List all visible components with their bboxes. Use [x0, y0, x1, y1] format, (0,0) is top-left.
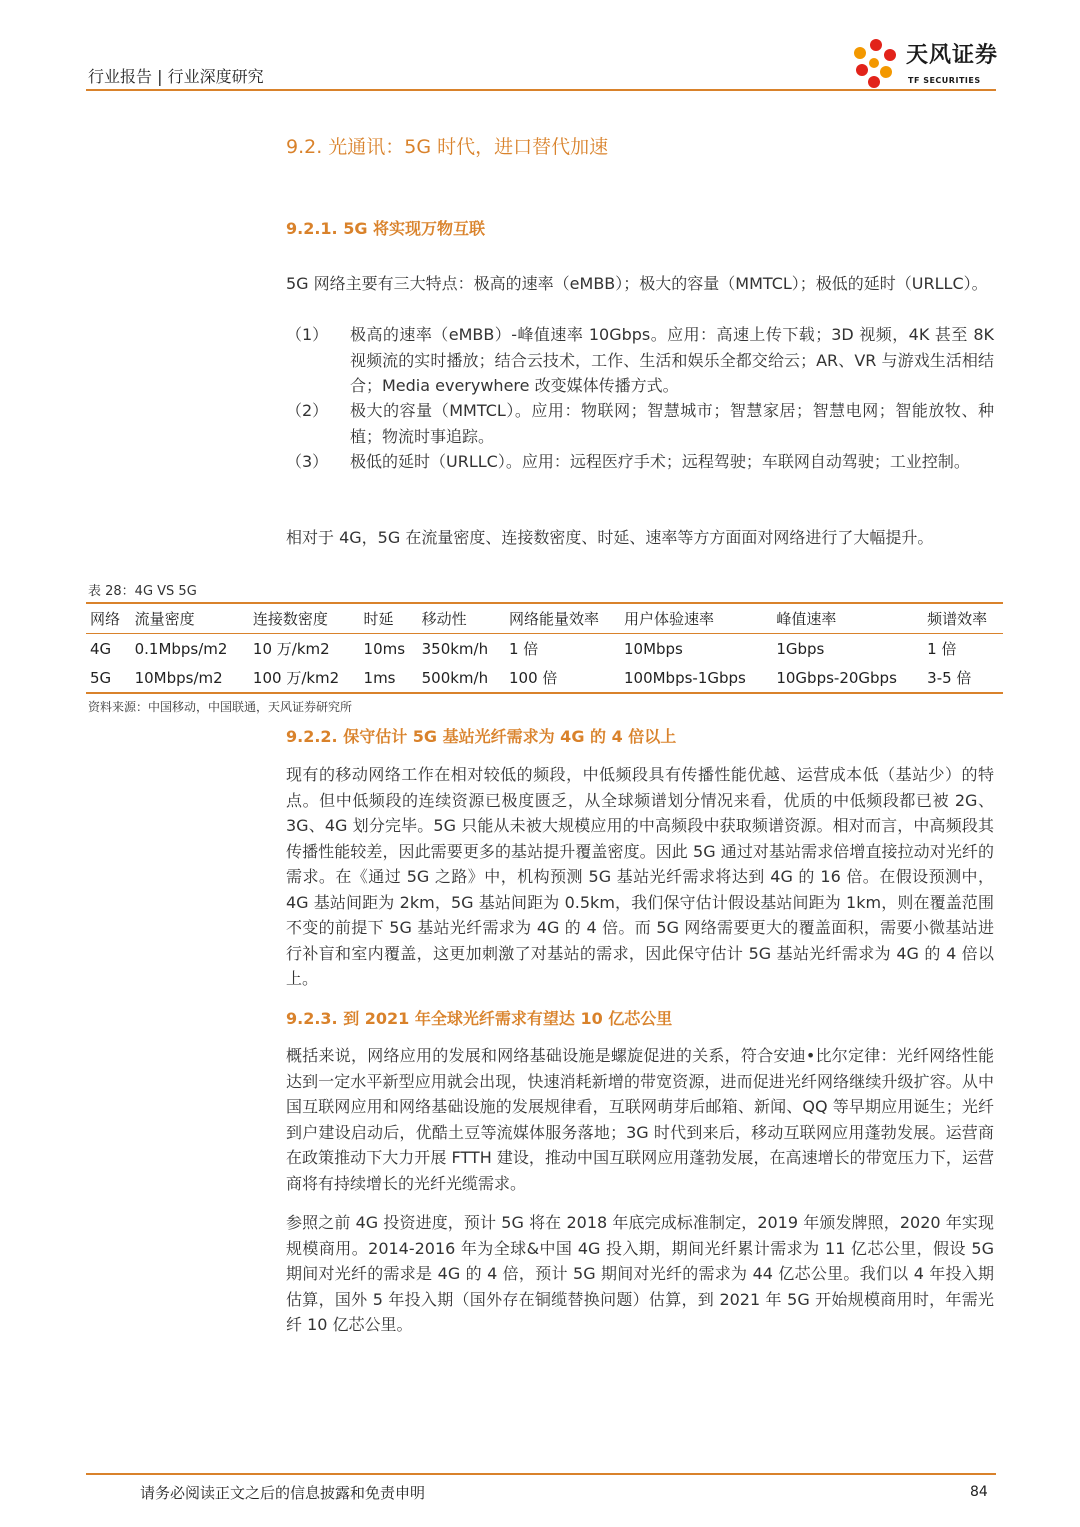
table-cell: 1 倍: [509, 640, 539, 658]
flower-logo-icon: [848, 36, 902, 92]
list-item-number: （2）: [286, 401, 329, 420]
subsection-title-922: 9.2.2. 保守估计 5G 基站光纤需求为 4G 的 4 倍以上: [286, 727, 677, 746]
body-paragraph: 参照之前 4G 投资进度，预计 5G 将在 2018 年底完成标准制定，2019 年颁发牌照，2020 年实现规模商用。2014-2016 年为全球&中国 4G 投入期，期间光纤累计需求为 11 亿芯公里，假设 5G 期间对光纤的需求是 4G 的 4 倍，预计 5G 期间对光纤的需求为 44 亿芯公里。我们以 4 年投入期估算，国外 5 年投入期（国外存在铜缆替换问题）估算，到 2021 年 5G 开始规模商用时，年需光纤 10 亿芯公里。: [286, 1213, 994, 1334]
list-item-text: 极大的容量（MMTCL）。应用：物联网；智慧城市；智慧家居；智慧电网；智能放牧、种植；物流时事追踪。: [350, 401, 994, 446]
table-header-row: [86, 603, 1003, 634]
logo-text-cn: 天风证券: [906, 43, 999, 68]
list-item: [286, 449, 996, 499]
table-cell: 5G: [90, 668, 112, 687]
table-cell: 1Gbps: [776, 639, 825, 658]
table-cell: 0.1Mbps/m2: [134, 639, 228, 658]
table-header-cell: 连接数密度: [252, 610, 328, 628]
table-cell: 100 万/km2: [252, 669, 340, 687]
report-category: 行业报告 | 行业深度研究: [88, 67, 264, 86]
comparison-table: [86, 602, 1003, 694]
table-cell: 100 倍: [509, 669, 558, 687]
table-source: 资料来源：中国移动，中国联通，天风证券研究所: [88, 700, 353, 714]
table-header-cell: 网络: [90, 610, 121, 628]
table-header-cell: 移动性: [421, 610, 467, 628]
table-cell: 500km/h: [421, 668, 489, 687]
intro-paragraph: 5G 网络主要有三大特点：极高的速率（eMBB）；极大的容量（MMTCL）；极低的延时（URLLC）。: [286, 274, 988, 293]
table-caption: 表 28：4G VS 5G: [88, 584, 197, 599]
table-cell: 10 万/km2: [252, 640, 330, 658]
list-item-number: （3）: [286, 452, 329, 471]
table-header-cell: 网络能量效率: [509, 610, 600, 628]
company-logo: [848, 36, 998, 92]
table-header-cell: 用户体验速率: [623, 610, 714, 628]
header-divider: [86, 89, 996, 91]
list-item-text: 极低的延时（URLLC）。应用：远程医疗手术；远程驾驶；车联网自动驾驶；工业控制。: [350, 452, 970, 471]
table-row: [86, 634, 1003, 664]
subsection-title-921: 9.2.1. 5G 将实现万物互联: [286, 219, 486, 238]
table-header-cell: 流量密度: [134, 610, 195, 628]
list-item-number: （1）: [286, 325, 329, 344]
body-paragraph: 概括来说，网络应用的发展和网络基础设施是螺旋促进的关系，符合安迪•比尔定律：光纤网络性能达到一定水平新型应用就会出现，快速消耗新增的带宽资源，进而促进光纤网络继续升级扩容。从中国互联网应用和网络基础设施的发展规律看，互联网萌芽后邮箱、新闻、QQ 等早期应用诞生；光纤到户建设启动后，优酷土豆等流媒体服务落地；3G 时代到来后，移动互联网应用蓬勃发展。运营商在政策推动下大力开展 FTTH 建设，推动中国互联网应用蓬勃发展，在高速增长的带宽压力下，运营商将有持续增长的光纤光缆需求。: [286, 1046, 994, 1193]
list-item: [286, 398, 996, 448]
table-cell: 4G: [90, 639, 112, 658]
section-title: 9.2. 光通讯：5G 时代，进口替代加速: [286, 136, 609, 158]
table-header-cell: 时延: [363, 610, 394, 628]
table-cell: 100Mbps-1Gbps: [623, 668, 746, 687]
table-cell: 1 倍: [927, 640, 957, 658]
list-item-text: 极高的速率（eMBB）-峰值速率 10Gbps。应用：高速上传下载；3D 视频，4K 甚至 8K 视频流的实时播放；结合云技术，工作、生活和娱乐全都交给云；AR、VR 与游戏生活相结合；Media everywhere 改变媒体传播方式。: [350, 325, 994, 395]
table-cell: 350km/h: [421, 639, 489, 658]
table-header-cell: 频谱效率: [927, 610, 988, 628]
table-cell: 10ms: [363, 639, 406, 658]
footer-disclaimer: 请务必阅读正文之后的信息披露和免责申明: [140, 1484, 426, 1502]
page-number: 84: [970, 1484, 988, 1500]
table-cell: 10Mbps: [623, 639, 683, 658]
table-cell: 10Gbps-20Gbps: [776, 668, 897, 687]
table-cell: 3-5 倍: [927, 669, 972, 687]
table-header-cell: 峰值速率: [776, 610, 837, 628]
table-cell: 1ms: [363, 668, 396, 687]
subsection-title-923: 9.2.3. 到 2021 年全球光纤需求有望达 10 亿芯公里: [286, 1009, 673, 1028]
table-cell: 10Mbps/m2: [134, 668, 223, 687]
logo-text-en: TF SECURITIES: [908, 76, 981, 85]
body-paragraph: 现有的移动网络工作在相对较低的频段，中低频段具有传播性能优越、运营成本低（基站少）的特点。但中低频段的连续资源已极度匮乏，从全球频谱划分情况来看，优质的中低频段都已被 2G、3G、4G 划分完毕。5G 只能从未被大规模应用的中高频段中获取频谱资源。相对而言，中高频段其传播性能较差，因此需要更多的基站提升覆盖密度。因此 5G 通过对基站需求倍增直接拉动对光纤的需求。在《通过 5G 之路》中，机构预测 5G 基站光纤需求将达到 4G 的 16 倍。在假设预测中，4G 基站间距为 2km，5G 基站间距为 0.5km，我们保守估计假设基站间距为 1km，则在覆盖范围不变的前提下 5G 基站光纤需求为 4G 的 4 倍。而 5G 网络需要更大的覆盖面积，需要小微基站进行补盲和室内覆盖，这更加刺激了对基站的需求，因此保守估计 5G 基站光纤需求为 4G 的 4 倍以上。: [286, 765, 994, 988]
summary-paragraph: 相对于 4G，5G 在流量密度、连接数密度、时延、速率等方方面面对网络进行了大幅提升。: [286, 528, 934, 547]
table-row: [86, 663, 1003, 693]
list-item: [286, 322, 996, 397]
footer-divider: [86, 1473, 996, 1475]
